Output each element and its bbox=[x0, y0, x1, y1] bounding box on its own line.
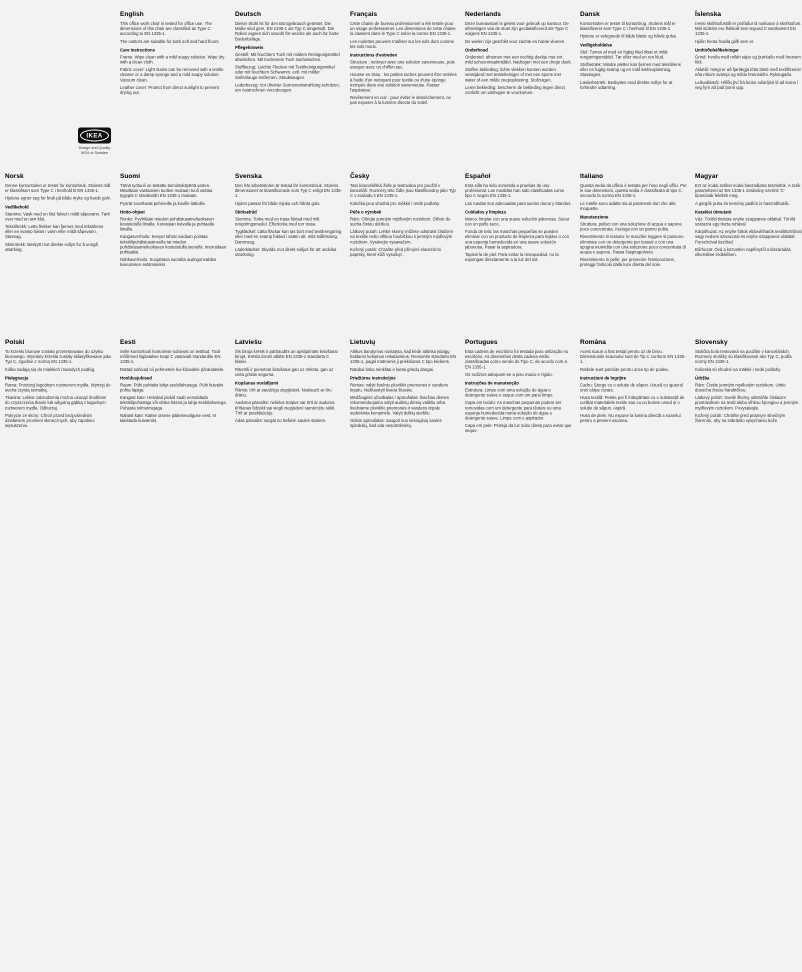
paragraph: Las ruedas son adecuadas para suelos duros y blandos. bbox=[465, 200, 572, 206]
language-title: Suomi bbox=[120, 172, 141, 180]
language-title: Deutsch bbox=[235, 10, 261, 18]
paragraph: Šis biroja krēsls ir pārbaudīts un apstiprināts lietošanai birojā. Krēsla izmēri atbilst EN 1335-1 standarta C klasei. bbox=[235, 349, 338, 365]
language-title: English bbox=[120, 10, 144, 18]
paragraph: Hjulene er velegnede til både bløde og hårde gulve. bbox=[580, 33, 678, 39]
paragraph: Rotilele sunt potrivite pentru orice tip de podea. bbox=[580, 366, 669, 372]
care-instructions-title: Kopšanas norādījumi bbox=[235, 380, 279, 386]
intro-paragraphs bbox=[695, 183, 802, 206]
paragraph: This office work chair is tested for office use. The dimensions of this chair are classified as Type C according to EN 1335-1. bbox=[120, 21, 212, 37]
paragraph: Stel: Tørres af med en fugtig klud tilsat et mildt rengøringsmiddel. Tør efter med en ren klud. bbox=[580, 49, 668, 60]
paragraph: Les roulettes peuvent s'utiliser sur les sols durs comme les sols mous. bbox=[350, 38, 455, 49]
paragraph: Kolieska sú vhodné na mäkké i tvrdé podlahy. bbox=[695, 366, 782, 372]
paragraph: De wielen zijn geschikt voor zachte en harde vloeren. bbox=[465, 38, 566, 44]
language-section bbox=[120, 338, 227, 436]
care-paragraphs bbox=[235, 216, 342, 257]
intro-paragraphs bbox=[120, 183, 227, 206]
care-instructions-title: Pielęgnacja bbox=[5, 375, 29, 381]
paragraph: Fabric cover: Light stains can be removed with a textile cleaner or a damp sponge and a mild soapy solution. Vacuum clean. bbox=[120, 67, 224, 83]
brand-tagline bbox=[79, 146, 111, 155]
care-paragraphs bbox=[580, 221, 687, 267]
intro-paragraphs bbox=[695, 349, 802, 372]
paragraph: Esta silla ha sido sometida a pruebas de uso profesional. Las medidas han sido clasificadas como tipo C según EN 1335-1. bbox=[465, 183, 565, 199]
paragraph: Kangasverhoilu: Kevyet tahrat voidaan poistaa tekstiilipuhdistusaineella tai miedon puhdistusaineliuokseen kostutetulla sienellä. Imuroidaan puhtaaksi. bbox=[120, 234, 227, 255]
paragraph: Kangast kate: Heledad plekid saab eemaldada tekstiilipuhastaja või niiske käsna ja lahja seebilahusega. Puhasta tolmuimejaga. bbox=[120, 395, 227, 411]
language-section bbox=[580, 172, 687, 338]
language-section bbox=[5, 338, 112, 436]
paragraph: Questa sedia da ufficio è testata per l'uso negli uffici. Per le sue dimensioni, questa sedia è classificata di tipo C, secondo la norma EN 1335-1. bbox=[580, 183, 687, 199]
care-instructions-title: Cuidados y limpieza bbox=[465, 209, 506, 215]
paragraph: Váz: Töröld tisztára enyhe szappanos oldattal. Töröld szárazra egy tiszta ruhával. bbox=[695, 216, 796, 227]
paragraph: Stoffbezug: Leichte Flecken mit Textilreinigungsmittel oder mit feuchtem Schwamm, evtl. mit milder Seifenlauge entfernen. Staubsaugen. bbox=[235, 64, 335, 80]
paragraph: Rāmis: tīrīt ar saudzīgu ziepjūdeni. Noslaucīt ar tīru drānu. bbox=[235, 387, 332, 398]
paragraph: Os rodízios adequam-se a piso macio e rígido. bbox=[465, 371, 553, 377]
paragraph: Raam: Pühi puhtaks lahja seebilahusega. Pühi kuivaks puhta lapiga. bbox=[120, 382, 224, 393]
logo-cell bbox=[5, 10, 112, 172]
paragraph: Rivestimento in pelle: per prevenire l'essiccazione, proteggi l'articolo dalla luce diretta del sole. bbox=[580, 257, 676, 268]
paragraph: Leather cover: Protect from direct sunlight to prevent drying out. bbox=[120, 84, 219, 95]
care-instructions-title: Umhirðuleiðbeiningar bbox=[695, 47, 739, 53]
paragraph: Kontorstolen er testet til kontorbrug. Stolens mål er klassificeret som Type C i henhold til EN 1335-1. bbox=[580, 21, 676, 32]
ikea-logo-oval bbox=[80, 130, 109, 142]
care-paragraphs bbox=[235, 387, 342, 423]
language-row-bottom bbox=[5, 338, 802, 436]
paragraph: Housse en tissu : les petites taches peuvent être retirées à l'aide d'un nettoyant pour textile ou d'une éponge trempée dans une solution savonneuse. Passer l'aspirateur. bbox=[350, 72, 457, 93]
paragraph: Läderklädsel: Skydda mot direkt solljus för att undvika uttorkning. bbox=[235, 246, 337, 257]
paragraph: Cadru: Șterge cu o soluție de săpun. Usucă cu ajutorul unei cârpe curate. bbox=[580, 382, 684, 393]
care-instructions-title: Instrucțiuni de îngrijire bbox=[580, 375, 627, 381]
language-title: Polski bbox=[5, 338, 25, 346]
care-paragraphs bbox=[465, 54, 572, 95]
paragraph: Bőrhuzat: Óvd a közvetlen napfénytől a kiszáradás elkerülése érdekében. bbox=[695, 246, 791, 257]
paragraph: Grind: Þvoðu með mildri sápu og þurrkaðu með hreinum klút. bbox=[695, 54, 801, 65]
paragraph: Ādas pārvalks: sargāt no tiešiem saules stariem. bbox=[235, 417, 327, 423]
intro-paragraphs bbox=[235, 183, 342, 206]
care-instructions-title: Údržba bbox=[695, 375, 710, 381]
care-paragraphs bbox=[120, 54, 227, 95]
paragraph: Funda de tela: las manchas pequeñas se pueden eliminar con un producto de limpieza para tejidos o con una esponja humedecida en una suave solución jabonosa. Pasar la aspiradora. bbox=[465, 229, 569, 250]
intro-paragraphs bbox=[695, 21, 802, 44]
care-instructions-title: Instruções de manutenção bbox=[465, 380, 519, 386]
care-instructions-title: Care instructions bbox=[120, 47, 155, 53]
care-instructions-title: Priežiūros instrukcijos bbox=[350, 375, 396, 381]
paragraph: Rama: Przetrzyj łagodnym roztworem mydła. Wytrzyj do sucha czystą szmatką. bbox=[5, 382, 111, 393]
language-section bbox=[695, 10, 802, 172]
paragraph: Læderbetræk: Beskyttes mod direkte sollys for at forhindre udtørring. bbox=[580, 79, 673, 90]
care-instructions-title: Pflegehinweis bbox=[235, 44, 264, 50]
care-instructions-title: Onderhoud bbox=[465, 47, 488, 53]
paragraph: Leren bekleding: bescherm de bekleding tegen direct zonlicht om uitdrogen te voorkomen. bbox=[465, 84, 565, 95]
language-section bbox=[465, 338, 572, 436]
paragraph: Rám: Otírejte jemným mýdlovým roztokem. Otřete do sucha čistou utěrkou. bbox=[350, 216, 451, 227]
paragraph: Deze bureaustoel is getest voor gebruik op kantoor. De afmetingen van de stoel zijn geclassificeerd als Type C volgens EN 1335-1. bbox=[465, 21, 569, 37]
paragraph: Ezt az irodai széket irodai használatra teszteltük. A szék paraméterei az EN 1335-1 szabvány szerinti 'C' típusúnak feleltek meg. bbox=[695, 183, 801, 199]
intro-paragraphs bbox=[580, 349, 687, 372]
ikea-logo bbox=[78, 128, 111, 144]
paragraph: Rivestimento in tessuto: le macchie leggere si possono eliminare con un detergente per tessuti o con una spugna inumidita con una soluzione poco concentrata di acqua e sapone. Passa l'aspirapolvere. bbox=[580, 234, 686, 255]
paragraph: Capa em tecido: As manchas pequenas podem ser removidas com um detergente para têxteis ou uma esponja humedecida numa solução de água e detergente suave. Limpe com o aspirador. bbox=[465, 400, 562, 421]
paragraph: Rattad sobivad nii pehmetele kui kõvadele põrandatele. bbox=[120, 366, 225, 372]
language-section bbox=[120, 10, 227, 172]
care-instruction-sheet bbox=[0, 0, 802, 436]
language-section bbox=[350, 10, 457, 172]
paragraph: Medžiaginis užvalkalas / apmušalas: šviežias dėmes rekomenduojama valyti audinių dėmių valikliu arba švelniame ploviklio priemonės ir vandens tirpale sudrėkinta kempinėle. Valyti dulkių siurbliu. bbox=[350, 395, 449, 416]
language-section bbox=[695, 172, 802, 338]
language-title: Româna bbox=[580, 338, 606, 346]
language-section bbox=[580, 10, 687, 172]
paragraph: Atlikus bandymus nustatyta, kad kėdė atitinka įstaigų baldams keliamus reikalavimus. Remiantis standartu EN 1335-1, pagal matmenis ji priskiriama C tipo kėdėms. bbox=[350, 349, 457, 365]
paragraph: Den här arbetsstolen är testad för kontorsbruk. Stolens dimensioner är klassificerade som Typ C enligt EN 1335-1. bbox=[235, 183, 342, 199]
care-paragraphs bbox=[465, 216, 572, 262]
intro-paragraphs bbox=[120, 349, 227, 372]
language-section bbox=[695, 338, 802, 436]
language-title: Portugues bbox=[465, 338, 498, 346]
care-paragraphs bbox=[350, 382, 457, 428]
paragraph: Tekstiltrekk: Lette flekker kan fjernes med tekstilrens eller en svamp fuktet i vann eller mildt såpevann. Støvsug. bbox=[5, 223, 104, 240]
care-paragraphs bbox=[350, 216, 457, 257]
paragraph: Capa em pele: Proteja da luz solar direta para evitar que seque. bbox=[465, 423, 572, 434]
paragraph: Stoffen bekleding: lichte vlekken kunnen worden verwijderd met textielreiniger of met een spons met water of een milde zeepoplossing. Stofzuigen. bbox=[465, 67, 562, 83]
care-paragraphs bbox=[580, 49, 687, 90]
language-row-top bbox=[5, 10, 802, 172]
paragraph: Kárpithuzat: Az enyhe foltok eltávolíthatók textiltisztítóval vagy nedves szivaccsal és enyhe szappanos oldattal. Porszívóval tisztítsd. bbox=[695, 229, 802, 245]
paragraph: Esta cadeira de escritório foi testada para utilização no escritório. As dimensões desta cadeira estão classificadas como sendo do Tipo C, de acordo com a EN 1335-1. bbox=[465, 349, 569, 370]
paragraph: Husa de piele: Nu expune la lumina directă a soarelui pentru a preveni uscarea. bbox=[580, 412, 681, 423]
language-title: Česky bbox=[350, 172, 370, 180]
ikea-logo-text: IKEA bbox=[86, 132, 103, 140]
paragraph: Stofbetræk: Mindre pletter kan fjernes med tekstilrens eller en fugtig svamp og en mild sæbeopløsning. Støvsuges. bbox=[580, 61, 681, 78]
paragraph: To krzesło biurowe zostało przetestowane do użytku biurowego. Wymiary krzesła zostały sklasyfikowane jako Typ C, zgodnie z normą EN 1335-1. bbox=[5, 349, 112, 365]
intro-paragraphs bbox=[465, 21, 572, 44]
language-title: Latviešu bbox=[235, 338, 262, 346]
paragraph: Struttura: pulisci con una soluzione di acqua e sapone poco concentrata. Asciuga con un panno pulito. bbox=[580, 221, 682, 232]
intro-paragraphs bbox=[5, 349, 112, 372]
paragraph: Hjulene egner seg for bruk på både myke og harde gulv. bbox=[5, 195, 111, 201]
language-title: Dansk bbox=[580, 10, 600, 18]
paragraph: Ritenīši ir piemēroti lietošanai gan uz mīksta, gan uz cieta grīdas seguma. bbox=[235, 366, 334, 377]
care-instructions-title: Hooldusjuhised bbox=[120, 375, 152, 381]
paragraph: Rám: Čistite jemným mydlovým roztokom. Utrite dosucha čistou handričkou. bbox=[695, 382, 786, 393]
care-paragraphs bbox=[580, 382, 687, 423]
care-instructions-title: Kezelési útmutató bbox=[695, 209, 732, 215]
paragraph: Hjulen passar för både mjuka och hårda golv. bbox=[235, 200, 321, 206]
paragraph: Auduma pārvalks: nelielus traipus var tīrīt ar auduma tīrīšanas līdzekli vai viegli ziepjūdenī samērcētu sūkli. Tīrīt ar putekļsūcēju. bbox=[235, 400, 336, 416]
language-section bbox=[350, 338, 457, 436]
paragraph: Stamme: Vask med en klut fuktet i mildt såpevann. Tørk over med en tørr klut. bbox=[5, 211, 110, 222]
language-title: Slovensky bbox=[695, 338, 728, 346]
language-section bbox=[5, 172, 112, 338]
care-instructions-title: Instructions d'entretien bbox=[350, 52, 398, 58]
paragraph: Skinntrekk: Beskytt mot direkte sollys for å unngå uttørking. bbox=[5, 241, 98, 252]
paragraph: Runko: Pyyhitään miedon puhdistusaineliuokseen kostutetulla liinalla. Kuivataan kuivalla ja puhtaalla liinalla. bbox=[120, 216, 215, 232]
paragraph: Pokrycie ze skóry: Chroń przed bezpośrednim działaniem promieni słonecznych, aby zapobiec wysuszeniu. bbox=[5, 412, 95, 429]
care-paragraphs bbox=[235, 52, 342, 93]
paragraph: Þessi skrifstofustóll er prófaður til notkunar á skrifstofum. Mál stólsins eru flokkuð sem tegund C samkvæmt EN 1335-1. bbox=[695, 21, 802, 37]
language-title: Íslenska bbox=[695, 10, 722, 18]
language-title: Magyar bbox=[695, 172, 719, 180]
intro-paragraphs bbox=[580, 21, 687, 39]
paragraph: Denne kontorstolen er testet for kontorbruk. Stolens mål er klassifisert som Type C i henhold til EN 1335-1. bbox=[5, 183, 111, 194]
paragraph: Nahkaverhoilu: Suojattava suoralta auringonvalolta kuivumisen estämiseksi. bbox=[120, 257, 216, 268]
care-paragraphs bbox=[120, 382, 227, 423]
language-title: Eesti bbox=[120, 338, 136, 346]
paragraph: Acest scaun a fost testat pentru uz de birou. Dimensiunile scaunului sunt de Tip C conform EN 1335-1. bbox=[580, 349, 686, 365]
paragraph: Kółka nadają się do miękkich i twardych podłóg. bbox=[5, 366, 96, 372]
paragraph: A görgők puha és kemény padlón is használhatók. bbox=[695, 200, 790, 206]
care-paragraphs bbox=[695, 216, 802, 257]
paragraph: Hjólin henta hvaða gólfi sem er. bbox=[695, 38, 755, 44]
language-row-middle bbox=[5, 172, 802, 338]
intro-paragraphs bbox=[580, 183, 687, 211]
paragraph: Selle kontoritooli kontorisse sobivust on testitud. Tooli mõõtmed liigitatakse tüüpi C vastavalt standardile EN 1335-1. bbox=[120, 349, 221, 365]
care-paragraphs bbox=[695, 54, 802, 90]
language-title: Lietuvių bbox=[350, 338, 376, 346]
paragraph: Nahast kate: Kaitse otsese päikesevalguse eest, et takistada kuivamist. bbox=[120, 412, 217, 423]
intro-paragraphs bbox=[465, 183, 572, 206]
paragraph: Le rotelle sono adatte sia ai pavimenti duri che alla moquette. bbox=[580, 200, 676, 211]
paragraph: Tygklädsel: Lätta fläckar kan tas bort med textilrengöring eller med en svamp fuktad i vatten alt. mild tvållösning. Dammsug. bbox=[235, 229, 342, 245]
language-section bbox=[465, 172, 572, 338]
paragraph: Ratukai tinka minkštai ir kietai grindų dangai. bbox=[350, 366, 435, 372]
language-title: Italiano bbox=[580, 172, 604, 180]
paragraph: Áklæði: Hægt er að fjarlægja létta bletti með textílhreinsi eða rökum svampi og mildu hreinsiefni. Ryksugaðu. bbox=[695, 67, 801, 78]
care-paragraphs bbox=[465, 387, 572, 433]
language-title: Nederlands bbox=[465, 10, 501, 18]
paragraph: Tkanina: Lekkie zabrudzenia można usunąć środkiem do czyszczenia tkanin lub wilgotną gąbką z łagodnym roztworem mydła. Odkurzaj. bbox=[5, 395, 107, 411]
care-instructions-title: Vedligeholdelse bbox=[580, 42, 613, 48]
paragraph: Látkový poťah: Svetlé škvrny odstráňte čistiacim prostriedkom na textil alebo vlhkou špongiou a jemným mydlovým roztokom. Povysávajte. bbox=[695, 395, 799, 411]
language-section bbox=[120, 172, 227, 338]
paragraph: Tapicería de piel: Para evitar la resequedad, no la expongas directamente a la luz del sol. bbox=[465, 251, 559, 263]
paragraph: Gestell: Mit feuchtem Tuch mit mildem Reinigungsmittel abwischen. Mit trockenem Tuch nachwischen. bbox=[235, 51, 340, 62]
language-section bbox=[580, 338, 687, 436]
language-section bbox=[235, 338, 342, 436]
paragraph: Marco: limpiar con una suave solución jabonosa. Secar con un paño seco. bbox=[465, 216, 570, 227]
care-paragraphs bbox=[695, 382, 802, 423]
paragraph: Frame: Wipe clean with a mild soapy solution. Wipe dry with a clean cloth. bbox=[120, 54, 225, 65]
care-paragraphs bbox=[5, 211, 112, 252]
paragraph: Husa textilă: Petele pot fi îndepărtate cu o substanță de curățat materialele textile sau cu un burete umed și o soluție de săpun. Aspiră. bbox=[580, 395, 685, 411]
intro-paragraphs bbox=[465, 349, 572, 377]
intro-paragraphs bbox=[350, 349, 457, 372]
paragraph: Estrutura: Limpe com uma solução de água e detergente suave e seque com um pano limpo. bbox=[465, 387, 554, 398]
care-instructions-title: Vedlikehold bbox=[5, 204, 29, 210]
language-section bbox=[235, 172, 342, 338]
language-section bbox=[350, 172, 457, 338]
paragraph: Tämä työtuoli on testattu toimistokäyttöä varten. Mitoiltaan vastaavien tuolien mukaan tuoli vastaa tyyppiä C standardin EN 1335-1 mukaan. bbox=[120, 183, 213, 199]
paragraph: Structure : nettoyer avec une solution savonneuse, puis essuyer avec un chiffon sec. bbox=[350, 59, 455, 70]
intro-paragraphs bbox=[5, 183, 112, 201]
care-paragraphs bbox=[120, 216, 227, 267]
paragraph: Kolečka jsou vhodná pro měkké i tvrdé podlahy. bbox=[350, 200, 440, 206]
care-instructions-title: Hoito-ohjeet bbox=[120, 209, 145, 215]
paragraph: Tato kancelářská židle je testována pro použití v kanceláři. Rozměry této židle jsou klasifikovány jako Typ C v souladu s EN 1335-1. bbox=[350, 183, 456, 199]
paragraph: Kožený potah: Chraňte před přímými slunečními paprsky, které kůži vysušují. bbox=[350, 246, 441, 257]
care-instructions-title: Péče o výrobek bbox=[350, 209, 382, 215]
paragraph: Leðuráklæði: Hlífðu því frá beinu sólarljósi til að koma í veg fyrir að það þorni upp. bbox=[695, 79, 799, 90]
paragraph: Dieser Stuhl ist für den Bürogebrauch getestet. Die Maße sind gem. EN 1335-1 als Typ C eingestuft. Die Rollen eignen sich sowohl für weiche als auch für harte Bodenbeläge. bbox=[235, 21, 339, 42]
paragraph: Lederbezug: Vor direkter Sonneneinstrahlung schützen, um Austrocknen vorzubeugen. bbox=[235, 82, 340, 93]
paragraph: The castors are suitable for both soft and hard floors. bbox=[120, 38, 220, 44]
intro-paragraphs bbox=[120, 21, 227, 44]
paragraph: Revêtement en cuir : pour éviter le dessèchement, ne pas exposer à la lumière directe du soleil. bbox=[350, 95, 451, 106]
language-title: Español bbox=[465, 172, 491, 180]
ikea-brand-block bbox=[78, 128, 111, 155]
paragraph: Kožený poťah: Chráňte pred priamym slnečným žiarením, aby sa zabránilo vysychaniu kože. bbox=[695, 412, 786, 423]
paragraph: Látkový potah: Lehké skvrny můžete odstranit čističem na textilie nebo vlhkou houbičkou s jemným mýdlovým roztokem. Vysávejte vysavačem. bbox=[350, 229, 453, 245]
paragraph: Stomme: Torka med en trasa fuktad med milt rengöringsmedel. Eftertorka med torr trasa. bbox=[235, 216, 320, 227]
intro-paragraphs bbox=[350, 183, 457, 206]
paragraph: Stolička bola testovaná na použitie v kanceláriách. Rozmery stoličky sú klasifikované ako Typ C, podľa normy EN 1335-1. bbox=[695, 349, 792, 365]
language-section bbox=[465, 10, 572, 172]
paragraph: Onderstel: afnemen met een vochtig doekje met evt. mild schoonmaakmiddel. Nadrogen met een droge doek. bbox=[465, 54, 572, 65]
intro-paragraphs bbox=[235, 21, 342, 41]
paragraph: Odinis apmušalas: saugoti nuo tiesioginių saulės spindulių, kad oda nesutrūkinėtų. bbox=[350, 417, 442, 429]
language-title: Svenska bbox=[235, 172, 262, 180]
language-section bbox=[235, 10, 342, 172]
intro-paragraphs bbox=[235, 349, 342, 377]
care-instructions-title: Manutenzione bbox=[580, 214, 609, 220]
tagline-line-2: IKEA of Sweden bbox=[80, 150, 109, 155]
paragraph: Pyörät soveltuvat pehmeille ja koville lattioille. bbox=[120, 200, 206, 206]
care-instructions-title: Skötselråd bbox=[235, 209, 257, 215]
language-title: Norsk bbox=[5, 172, 24, 180]
paragraph: Cette chaise de bureau professionnel a été testée pour un usage professionnel. Les dimensions de cette chaise la classent dans le Type C selon la norme EN 1335-1. bbox=[350, 21, 456, 37]
language-title: Français bbox=[350, 10, 378, 18]
care-paragraphs bbox=[350, 59, 457, 105]
tagline-line-1: Design and Quality bbox=[78, 145, 111, 151]
intro-paragraphs bbox=[350, 21, 457, 49]
care-paragraphs bbox=[5, 382, 112, 428]
paragraph: Rėmas: valyti švelniu ploviklio priemonės ir vandens tirpalu. Nušluostyti švaria šluoste. bbox=[350, 382, 449, 393]
